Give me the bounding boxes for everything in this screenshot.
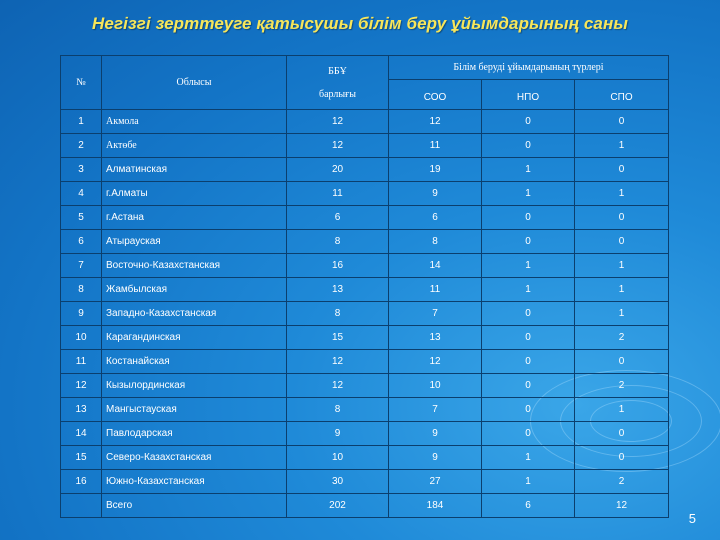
cell-region: Акмола (102, 110, 287, 134)
table-row (61, 230, 669, 254)
table-row (61, 302, 669, 326)
table-row (61, 182, 669, 206)
cell-num: 3 (61, 158, 102, 182)
cell-region: Южно-Казахстанская (102, 470, 287, 494)
cell-num: 6 (61, 230, 102, 254)
cell-total: 12 (287, 134, 389, 158)
header-bbu-line2: барлығы (319, 88, 356, 100)
cell-total: 6 (287, 206, 389, 230)
cell-region: Всего (102, 494, 287, 518)
cell-region: Алматинская (102, 158, 287, 182)
cell-num: 1 (61, 110, 102, 134)
header-number: № (61, 56, 102, 110)
cell-num: 10 (61, 326, 102, 350)
cell-spo: 0 (575, 158, 669, 182)
cell-total: 9 (287, 422, 389, 446)
cell-npo: 0 (482, 302, 575, 326)
slide-title: Негізгі зерттеуге қатысушы білім беру ұйымдарының саны (92, 14, 628, 33)
cell-region: г.Алматы (102, 182, 287, 206)
cell-soo: 9 (389, 422, 482, 446)
cell-soo: 12 (389, 110, 482, 134)
cell-total: 10 (287, 446, 389, 470)
header-soo: СОО (389, 80, 482, 110)
cell-spo: 0 (575, 446, 669, 470)
cell-soo: 6 (389, 206, 482, 230)
table-row (61, 398, 669, 422)
table-row (61, 470, 669, 494)
cell-total: 12 (287, 374, 389, 398)
cell-soo: 9 (389, 182, 482, 206)
cell-region: Кызылординская (102, 374, 287, 398)
cell-total: 11 (287, 182, 389, 206)
cell-num: 4 (61, 182, 102, 206)
cell-region: Костанайская (102, 350, 287, 374)
header-npo: НПО (482, 80, 575, 110)
table-row (61, 158, 669, 182)
header-spo: СПО (575, 80, 669, 110)
cell-npo: 1 (482, 278, 575, 302)
cell-region: Карагандинская (102, 326, 287, 350)
cell-total: 8 (287, 230, 389, 254)
regions-table (60, 55, 669, 518)
cell-region: Северо-Казахстанская (102, 446, 287, 470)
cell-npo: 0 (482, 398, 575, 422)
header-region: Облысы (102, 56, 287, 110)
table-row (61, 422, 669, 446)
cell-num: 12 (61, 374, 102, 398)
cell-npo: 0 (482, 206, 575, 230)
cell-soo: 12 (389, 350, 482, 374)
cell-region: Восточно-Казахстанская (102, 254, 287, 278)
cell-npo: 6 (482, 494, 575, 518)
cell-spo: 0 (575, 422, 669, 446)
header-bbu-total (287, 56, 389, 110)
cell-total: 8 (287, 398, 389, 422)
cell-spo: 1 (575, 254, 669, 278)
cell-region: Западно-Казахстанская (102, 302, 287, 326)
cell-total: 12 (287, 350, 389, 374)
cell-soo: 27 (389, 470, 482, 494)
cell-npo: 1 (482, 446, 575, 470)
cell-region: Мангыстауская (102, 398, 287, 422)
cell-spo: 1 (575, 398, 669, 422)
cell-soo: 9 (389, 446, 482, 470)
cell-npo: 0 (482, 350, 575, 374)
cell-spo: 1 (575, 134, 669, 158)
cell-region: г.Астана (102, 206, 287, 230)
cell-total: 15 (287, 326, 389, 350)
cell-spo: 1 (575, 182, 669, 206)
cell-num (61, 494, 102, 518)
table-row (61, 374, 669, 398)
cell-npo: 1 (482, 158, 575, 182)
cell-total: 202 (287, 494, 389, 518)
cell-region: Павлодарская (102, 422, 287, 446)
cell-num: 7 (61, 254, 102, 278)
cell-spo: 1 (575, 278, 669, 302)
cell-soo: 11 (389, 278, 482, 302)
table-row (61, 134, 669, 158)
table-row (61, 206, 669, 230)
cell-total: 16 (287, 254, 389, 278)
cell-spo: 0 (575, 230, 669, 254)
table-row (61, 350, 669, 374)
cell-soo: 14 (389, 254, 482, 278)
cell-num: 5 (61, 206, 102, 230)
cell-region: Актөбе (102, 134, 287, 158)
table-row (61, 254, 669, 278)
cell-soo: 7 (389, 398, 482, 422)
header-bbu-line1: ББҰ (328, 65, 347, 77)
cell-num: 16 (61, 470, 102, 494)
cell-num: 13 (61, 398, 102, 422)
cell-spo: 1 (575, 302, 669, 326)
cell-total: 8 (287, 302, 389, 326)
cell-spo: 0 (575, 206, 669, 230)
cell-num: 2 (61, 134, 102, 158)
cell-num: 15 (61, 446, 102, 470)
cell-npo: 0 (482, 230, 575, 254)
cell-spo: 2 (575, 374, 669, 398)
cell-npo: 0 (482, 134, 575, 158)
cell-npo: 1 (482, 254, 575, 278)
cell-soo: 7 (389, 302, 482, 326)
cell-soo: 13 (389, 326, 482, 350)
cell-num: 9 (61, 302, 102, 326)
header-types-group: Білім беруді ұйымдарының түрлері (389, 56, 669, 80)
page-number: 5 (688, 511, 696, 526)
cell-npo: 1 (482, 470, 575, 494)
table-row (61, 278, 669, 302)
cell-npo: 1 (482, 182, 575, 206)
cell-npo: 0 (482, 110, 575, 134)
cell-soo: 11 (389, 134, 482, 158)
cell-spo: 2 (575, 470, 669, 494)
cell-npo: 0 (482, 326, 575, 350)
cell-spo: 0 (575, 350, 669, 374)
table-row (61, 110, 669, 134)
cell-spo: 2 (575, 326, 669, 350)
cell-npo: 0 (482, 374, 575, 398)
cell-soo: 8 (389, 230, 482, 254)
cell-num: 11 (61, 350, 102, 374)
cell-soo: 19 (389, 158, 482, 182)
cell-soo: 10 (389, 374, 482, 398)
cell-soo: 184 (389, 494, 482, 518)
cell-total: 12 (287, 110, 389, 134)
cell-total: 13 (287, 278, 389, 302)
cell-region: Жамбылская (102, 278, 287, 302)
total-row (61, 494, 669, 518)
table-row (61, 326, 669, 350)
cell-total: 20 (287, 158, 389, 182)
table-row (61, 446, 669, 470)
cell-region: Атырауская (102, 230, 287, 254)
cell-num: 14 (61, 422, 102, 446)
cell-num: 8 (61, 278, 102, 302)
cell-spo: 12 (575, 494, 669, 518)
cell-npo: 0 (482, 422, 575, 446)
cell-total: 30 (287, 470, 389, 494)
cell-spo: 0 (575, 110, 669, 134)
